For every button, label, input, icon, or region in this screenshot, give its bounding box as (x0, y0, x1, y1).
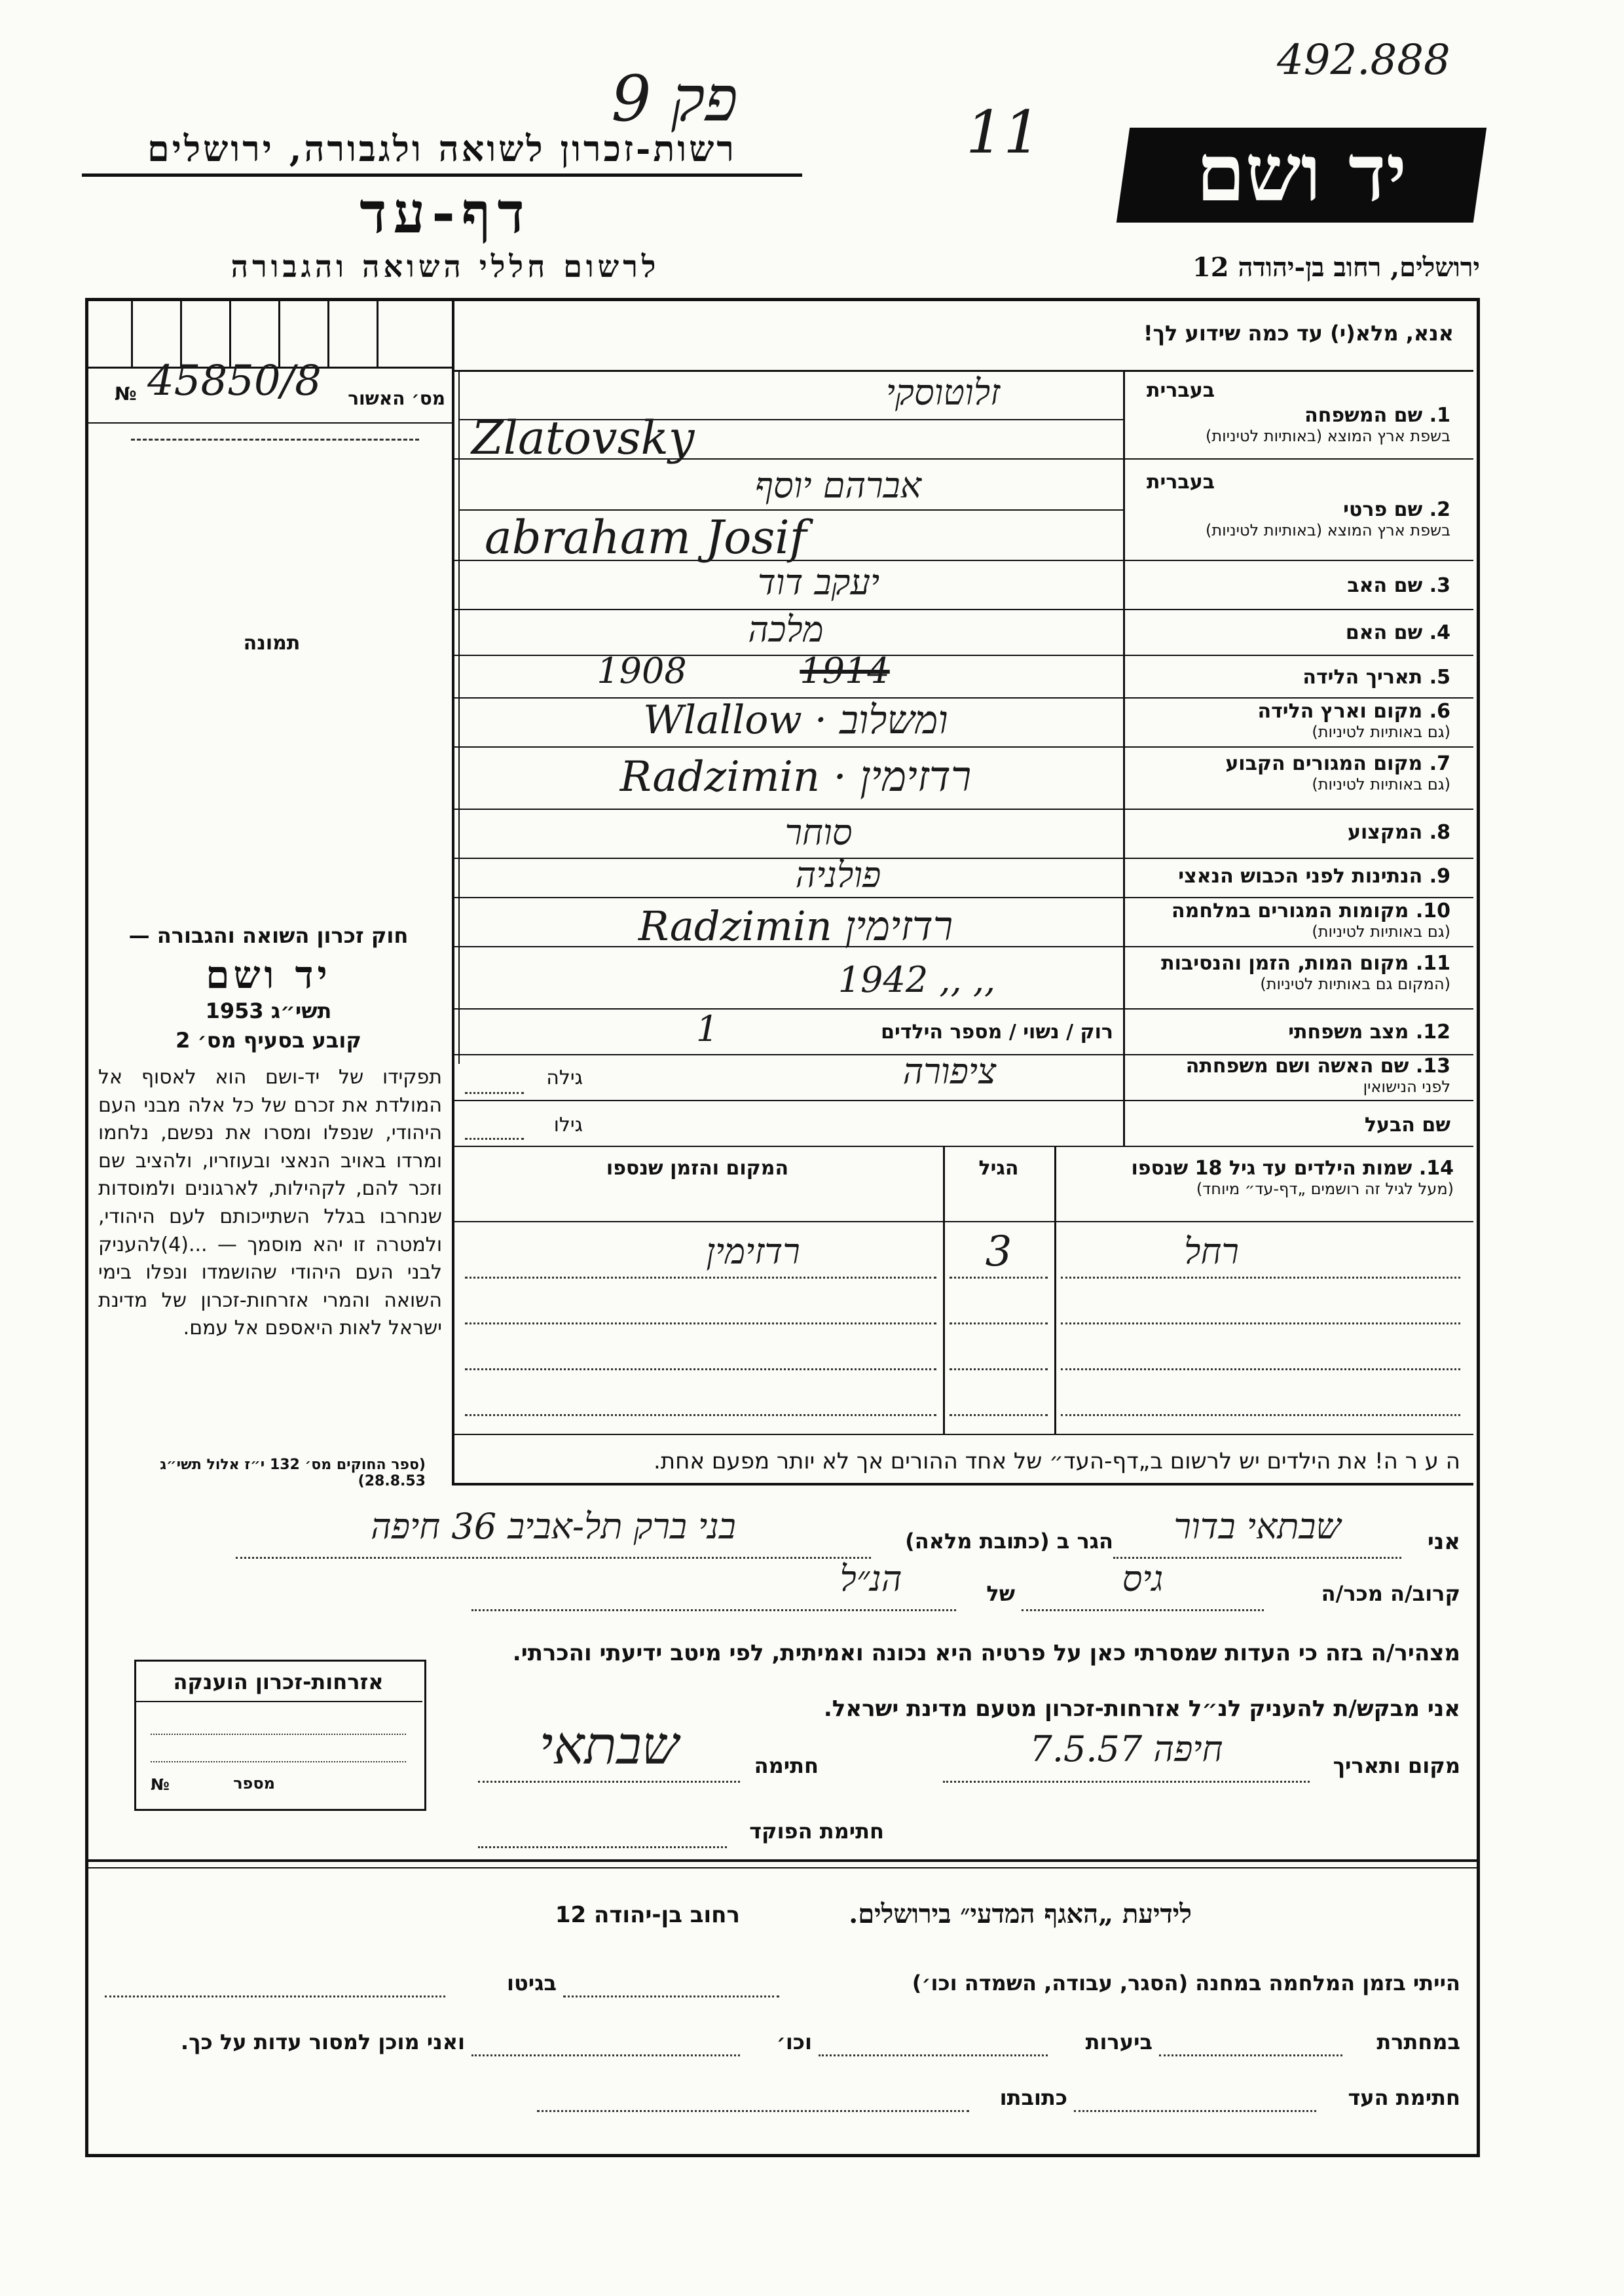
children-row-line (1061, 1414, 1460, 1416)
row-sep (452, 1146, 1473, 1147)
field-12-value: 1 (695, 1008, 719, 1049)
field-value-divider (1123, 370, 1125, 1146)
field-7-num: 7. (1429, 752, 1450, 775)
bottom-line3-a-dots (1074, 2110, 1316, 2112)
field-6-label-text: מקום וארץ הלידה (1257, 700, 1423, 723)
children-col-divider-1 (1054, 1146, 1056, 1434)
field-13-num: 13. (1415, 1055, 1450, 1078)
law-year: תשי״ג 1953 (205, 998, 332, 1023)
certificate-line (151, 1734, 406, 1735)
children-header-bottom (452, 1221, 1473, 1222)
bottom-line2-b-dots (819, 2054, 1048, 2056)
field-7-value: Radzimin · רדזימין (619, 753, 972, 801)
field-2-value-hebrew: אברהם יוסף (754, 465, 922, 506)
handwritten-file-ref: פק 9 (611, 62, 738, 136)
field-11-num: 11. (1415, 952, 1450, 975)
field-12-label (1130, 1021, 1450, 1044)
note-row-bottom (452, 1483, 1473, 1485)
decl-statement: מצהיר/ה בזה כי העדות שמסרתי כאן על פרטיה היא נכונה ואמיתית, לפי מיטב ידיעתי והכרתי. (512, 1640, 1460, 1666)
field-6-sub: (גם באותיות לטיניות) (1312, 722, 1450, 741)
field-5-label-text: תאריך הלידה (1302, 666, 1423, 689)
field-7-label-text: מקום המגורים הקבוע (1225, 752, 1423, 775)
child-1-place: רדזימין (706, 1231, 800, 1272)
bottom-address: רחוב בן-יהודה 12 (555, 1902, 740, 1928)
photo-label: תמונה (243, 632, 301, 655)
decl-of-value: הנ״ל (840, 1558, 902, 1599)
field-5-label (1130, 666, 1450, 689)
field-1-num: 1. (1429, 404, 1450, 427)
decl-signature-value: שבתאי (539, 1715, 679, 1776)
note-text: ה ע ר ה! את הילדים יש לרשום ב„דף-העד״ של אחד ההורים אך לא יותר מפעם אחת. (653, 1448, 1460, 1474)
field-2-num: 2. (1429, 498, 1450, 521)
field-4-num: 4. (1429, 621, 1450, 644)
row-sep (452, 897, 1473, 898)
instructions-text: אנא, מלא(י) עד כמה שידוע לך! (1143, 321, 1454, 346)
field-10-sub: (גם באותיות לטיניות) (1312, 922, 1450, 941)
bottom-line2-c-dots (471, 2054, 740, 2056)
approval-label: מס׳ האשור (348, 388, 445, 409)
field-9-num: 9. (1429, 865, 1450, 888)
field-9-label (1130, 866, 1450, 888)
bottom-line1: הייתי בזמן המלחמה במחנה (הסגר, עבודה, השמדה וכו׳) (912, 1971, 1460, 1995)
field-11-label-text: מקום המות, הזמן והנסיבות (1161, 952, 1409, 975)
children-row-line (1061, 1368, 1460, 1370)
certificate-title: אזרחות-זכרון הוענקה (173, 1669, 384, 1694)
decl-officer-line (478, 1846, 727, 1848)
law-source: (ספר החוקים מס׳ 132 י״ז אלול תשי״ג 28.8.53) (160, 1457, 426, 1489)
field-4-label (1130, 622, 1450, 645)
field-13-age-label: גילה (546, 1066, 583, 1089)
stub-tick (377, 301, 378, 367)
field-12-label-text: מצב משפחתי (1288, 1021, 1409, 1044)
field-13-age-line (465, 1092, 524, 1094)
bottom-line2-b: ביערות (1085, 2030, 1153, 2054)
stub-tick (327, 301, 329, 367)
form-subtitle: לרשום חללי השואה והגבורה (231, 249, 660, 284)
field-8-label-text: המקצוע (1347, 821, 1423, 844)
decl-relation-line (1022, 1609, 1264, 1611)
approval-row-bottom (88, 422, 452, 424)
note-row-top (452, 1434, 1473, 1435)
value-col-left-edge (458, 370, 460, 1064)
row-sep (452, 609, 1473, 610)
bottom-line1-dots (563, 1995, 779, 1997)
field-10-label-text: מקומות המגורים במלחמה (1172, 900, 1409, 922)
husband-age-line (465, 1138, 524, 1140)
children-col-divider-2 (943, 1146, 945, 1434)
decl-address-line (236, 1557, 871, 1559)
children-col-name-sub: (מעל לגיל זה רושמים „דף-עד״ מיוחד) (1196, 1179, 1454, 1198)
institution-name: רשות-זכרון לשואה ולגבורה, ירושלים (147, 128, 737, 170)
field-13-sub: לפני הנישואין (1363, 1077, 1450, 1096)
field-13-label (1130, 1055, 1450, 1096)
field-3-value: יעקב דוד (757, 562, 880, 603)
children-row-line (465, 1277, 936, 1279)
handwritten-mark: 11 (966, 98, 1041, 167)
stub-tick (131, 301, 133, 367)
row-sep (452, 1100, 1473, 1101)
certificate-num-prefix: № (151, 1776, 170, 1794)
field-11-sub: (המקום גם באותיות לטיניות) (1260, 974, 1450, 993)
field-1-value-latin: Zlatovsky (471, 411, 695, 465)
field-1-sub: בשפת ארץ המוצא (באותיות לטיניות) (1206, 426, 1450, 445)
field-3-label-text: שם האב (1347, 574, 1423, 597)
field-2-label-text: שם פרטי (1343, 498, 1423, 521)
bottom-line3-b-dots (537, 2110, 969, 2112)
decl-signature-line (478, 1781, 740, 1783)
husband-label: שם הבעל (1364, 1114, 1450, 1137)
decl-place-date-label: מקום ותאריך (1333, 1753, 1460, 1778)
field-8-label (1130, 822, 1450, 845)
logo-text: יד ושם (1196, 127, 1407, 219)
row-sep (452, 746, 1473, 748)
law-text: תפקידו של יד-ושם הוא לאסוף אל המולדת את זכרם של כל אלה מבני העם היהודי, שנפלו ומסרו את נפשם, נלחמו ומרדו באויב הנאצי ובעוזריו, ולהציב שם וזכר להם, לקהילות, לארגונים ולמוסדות שנחרבו בגלל השתייכותם לעם היהודי, ולמטרה זו יהא מוסמך — ...(4)להעניק לבני העם היהודי שהושמדו ונפלו בימי השואה והמרי אזרחות-זכרון של מדינת ישראל לאות היאספם אל עמם. (98, 1066, 442, 1340)
field-10-value: רדזימין Radzimin (638, 902, 953, 950)
field-1-tag: בעברית (1147, 379, 1215, 402)
field-7-label (1130, 753, 1450, 793)
form-title: דף-עד (360, 180, 531, 246)
certificate-num-label: מספר (233, 1774, 275, 1793)
law-title: חוק זכרון השואה והגבורה — (128, 923, 409, 948)
photo-dashed-line (131, 439, 419, 441)
decl-of-line (471, 1609, 956, 1611)
row-sep (452, 1008, 1473, 1010)
field-4-label-text: שם האם (1345, 621, 1423, 644)
address-header: ירושלים, רחוב בן-יהודה 12 (1192, 252, 1480, 283)
field-6-num: 6. (1429, 700, 1450, 723)
field-13-value: ציפורה (902, 1051, 997, 1092)
children-col-name-header (1061, 1157, 1454, 1198)
children-col-place-header: המקום והזמן שנספו (606, 1157, 789, 1180)
bottom-line2-end: ואני מוכן למסור עדות על כך. (180, 2030, 465, 2054)
field-2-sub: בשפת ארץ המוצא (באותיות לטיניות) (1206, 520, 1450, 539)
law-name: יד ושם (206, 953, 331, 997)
decl-officer-label: חתימת הפוקד (749, 1819, 884, 1844)
children-row-line (950, 1368, 1048, 1370)
children-row-line (950, 1277, 1048, 1279)
field-1-label-text: שם המשפחה (1304, 404, 1423, 427)
bottom-line2-a: במחתרת (1376, 2030, 1460, 2054)
field-1-label (1130, 405, 1450, 445)
sidebar-divider (452, 298, 454, 1483)
decl-ani-label: אני (1427, 1529, 1460, 1555)
field-6-value: ומשלוב · Wlallow (643, 697, 948, 743)
children-col-name-text: שמות הילדים עד גיל 18 שנספו (1131, 1157, 1412, 1180)
decl-place-date-line (943, 1781, 1310, 1783)
children-row-line (465, 1322, 936, 1324)
certificate-line (151, 1761, 406, 1762)
approval-number: 45850/8 (147, 357, 322, 405)
field-6-label (1130, 701, 1450, 741)
field-2-tag: בעברית (1147, 471, 1215, 494)
children-row-line (465, 1414, 936, 1416)
approval-prefix: № (115, 383, 137, 405)
decl-address-label: הגר ב (כתובת מלאה) (905, 1529, 1113, 1554)
field-4-value: מלכה (748, 609, 824, 650)
husband-age-label: גילו (553, 1114, 583, 1137)
decl-request: אני מבקש/ת להעניק לנ״ל אזרחות-זכרון מטעם מדינת ישראל. (823, 1696, 1460, 1722)
children-row-line (1061, 1322, 1460, 1324)
field-8-value: סוחר (784, 812, 853, 853)
certificate-title-line (136, 1701, 422, 1702)
decl-relation-label: קרוב/ה מכר/ה (1321, 1581, 1460, 1606)
children-row-line (1061, 1277, 1460, 1279)
bottom-line2-a-dots (1159, 2054, 1342, 2056)
field-3-num: 3. (1429, 574, 1450, 597)
field-13-label-text: שם האשה ושם משפחתה (1185, 1055, 1409, 1078)
decl-of-label: של (986, 1581, 1015, 1606)
field-7-sub: (גם באותיות לטיניות) (1312, 774, 1450, 793)
field-5-num: 5. (1429, 666, 1450, 689)
children-row-line (950, 1322, 1048, 1324)
bottom-line3-a: חתימת העד (1348, 2085, 1460, 2110)
children-num: 14. (1418, 1157, 1454, 1180)
decl-name-value: שבתאי בדור (1173, 1506, 1341, 1547)
field-9-value: פולניה (795, 854, 881, 896)
child-1-age: 3 (985, 1228, 1012, 1276)
field-12-options: רוק / נשוי / מספר הילדים (881, 1021, 1113, 1044)
field-8-num: 8. (1429, 821, 1450, 844)
field-2-value-latin: abraham Josif (485, 511, 807, 564)
field-1-value-hebrew: זלוטוסקי (885, 372, 1001, 413)
decl-signature-label: חתימה (754, 1753, 819, 1778)
field-2-label (1130, 499, 1450, 539)
child-1-name: רחל (1184, 1231, 1239, 1272)
children-col-age-header: הגיל (978, 1157, 1019, 1180)
children-row-line (950, 1414, 1048, 1416)
field-5-value: 1908 (597, 650, 687, 691)
bottom-line3-b: כתובתו (999, 2085, 1067, 2110)
stamp-number: 492.888 (1277, 36, 1450, 84)
institution-underline (82, 173, 802, 177)
field-11-value: 1942 ,, ,, (838, 959, 996, 1000)
children-row-line (465, 1368, 936, 1370)
decl-relation-value: גיס (1122, 1558, 1164, 1599)
bottom-separator-2 (85, 1867, 1477, 1868)
field-10-num: 10. (1415, 900, 1450, 922)
field-5-struck-value: 1914 (800, 650, 890, 691)
field-9-label-text: הנתינות לפני הכבוש הנאצי (1178, 865, 1423, 888)
field-11-label (1130, 953, 1450, 993)
row-sep (452, 809, 1473, 810)
bottom-separator-1 (85, 1859, 1477, 1862)
decl-address-value: בני ברק תל-אביב 36 חיפה (371, 1506, 736, 1547)
bottom-title: לידיעת „האגף המדעי״ בירושלים. (849, 1899, 1192, 1929)
field-12-num: 12. (1415, 1021, 1450, 1044)
bottom-line2-c: וכו׳ (776, 2030, 812, 2054)
bottom-line1-end-dots (105, 1995, 445, 1997)
law-clause: קובע בסעיף מס׳ 2 (175, 1028, 361, 1053)
field-3-label (1130, 575, 1450, 598)
decl-place-date-value: חיפה 7.5.57 (1029, 1728, 1223, 1770)
field-10-label (1130, 900, 1450, 941)
bottom-line1-end: בגיטו (507, 1971, 557, 1995)
